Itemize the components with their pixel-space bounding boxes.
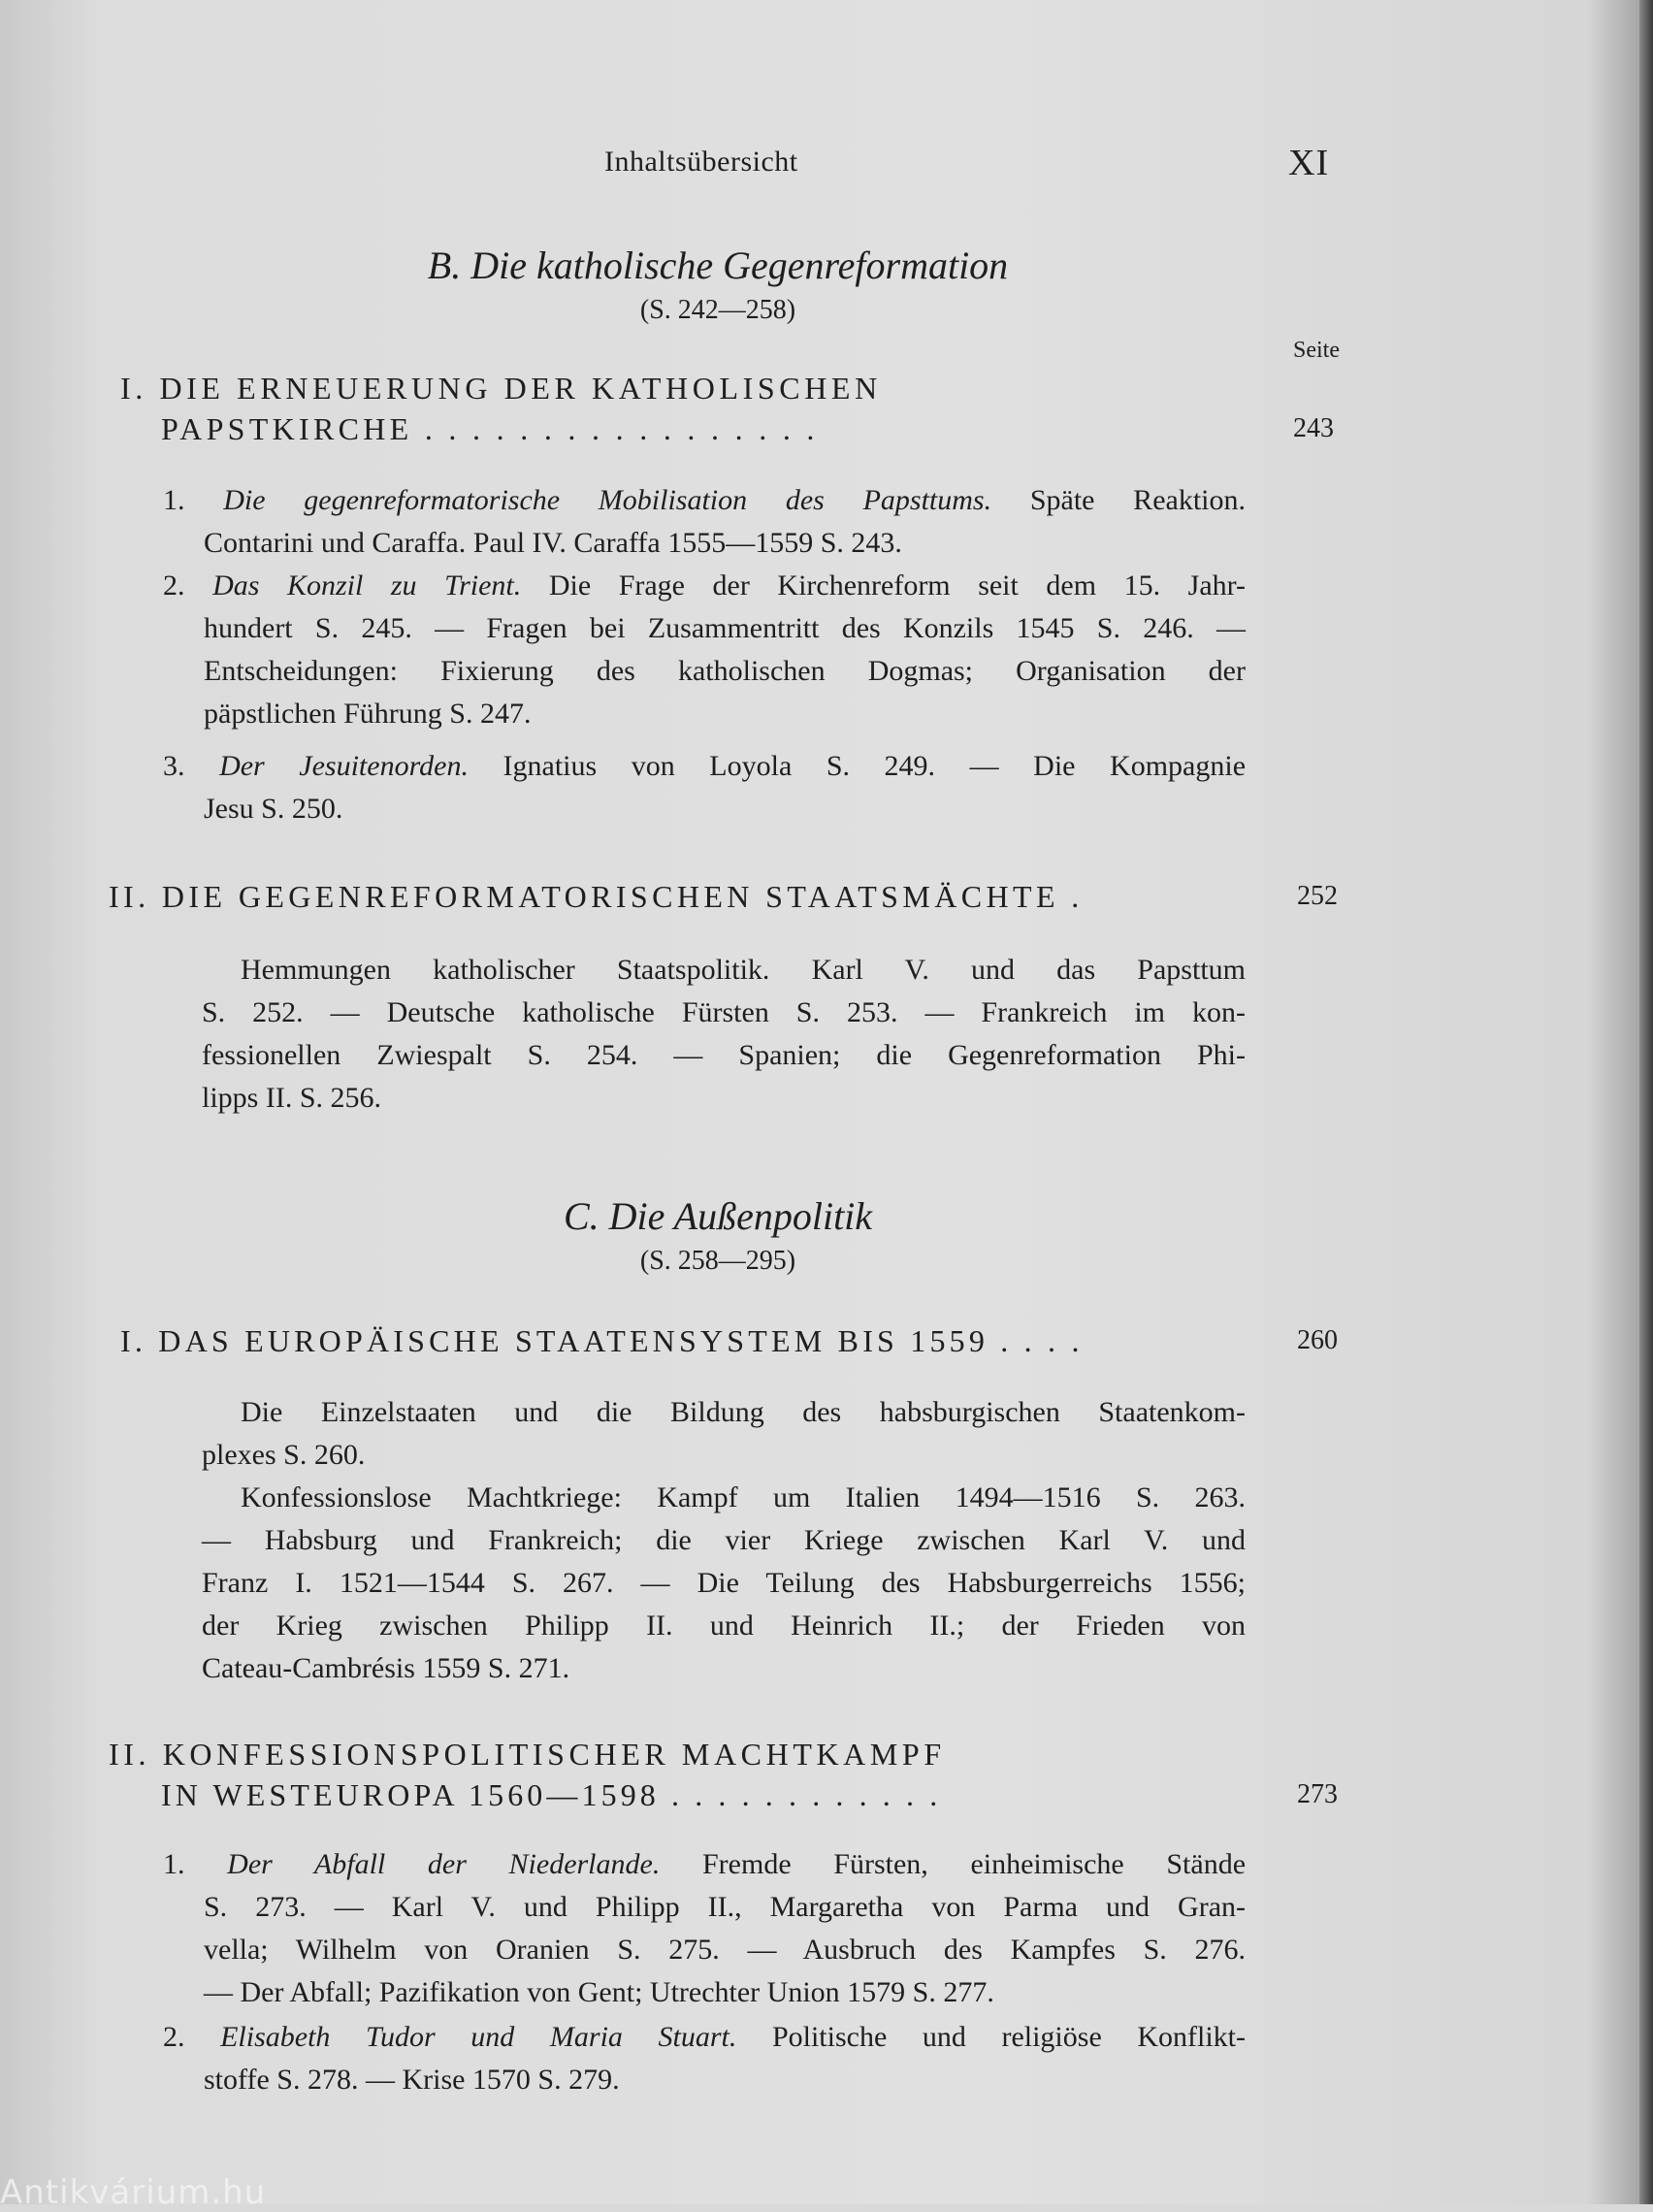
paragraph-line: — Habsburg und Frankreich; die vier Kriege zwischen Karl V. und [202, 1524, 1246, 1556]
item-text: Politische und religiöse Konflikt- [771, 2021, 1246, 2053]
item-title: Das Konzil zu Trient. [212, 569, 522, 602]
section-b-title: B. Die katholische Gegenreformation [427, 244, 1009, 287]
item-number: 2. [163, 2021, 185, 2053]
toc-item [163, 1843, 1246, 2014]
chapter-heading: II. KONFESSIONSPOLITISCHER MACHTKAMPF [109, 1737, 946, 1772]
section-c-title: C. Die Außenpolitik [563, 1194, 873, 1238]
chapter-heading-continued: PAPSTKIRCHE . . . . . . . . . . . . . . . . . [161, 411, 819, 446]
paragraph-line: S. 252. — Deutsche katholische Fürsten S. 253. — Frankreich im kon- [202, 996, 1246, 1028]
item-text: Ignatius von Loyola S. 249. — Die Kompagnie [502, 750, 1247, 782]
toc-item [163, 479, 1246, 565]
chapter-page-number: 273 [1297, 1779, 1338, 1809]
item-text: Die Frage der Kirchenreform seit dem 15. Jahr- [548, 569, 1247, 602]
item-text: vella; Wilhelm von Oranien S. 275. — Ausbruch des Kampfes S. 276. [204, 1934, 1246, 1966]
running-header-title: Inhaltsübersicht [604, 146, 798, 178]
toc-item [163, 2016, 1246, 2101]
paragraph-line: lipps II. S. 256. [202, 1082, 382, 1114]
chapter-page-number: 243 [1293, 413, 1334, 443]
chapter-page-number: 260 [1297, 1325, 1338, 1355]
item-number: 1. [163, 1848, 185, 1880]
chapter-heading-continued: IN WESTEUROPA 1560—1598 . . . . . . . . . . . . [161, 1777, 942, 1812]
item-number: 3. [163, 750, 185, 782]
item-title: Der Jesuitenorden. [219, 750, 469, 782]
seite-label: Seite [1293, 338, 1340, 363]
paragraph-line: fessionellen Zwiespalt S. 254. — Spanien; die Gegenreformation Phi- [202, 1039, 1246, 1071]
item-text: S. 273. — Karl V. und Philipp II., Margaretha von Parma und Gran- [204, 1891, 1246, 1923]
section-c-range: (S. 258—295) [639, 1246, 796, 1276]
chapter-heading: II. DIE GEGENREFORMATORISCHEN STAATSMÄCHTE . [109, 879, 1084, 914]
item-text: stoffe S. 278. — Krise 1570 S. 279. [204, 2064, 620, 2096]
chapter-paragraph [202, 1391, 1246, 1477]
item-text: Fremde Fürsten, einheimische Stände [702, 1848, 1247, 1880]
page-edge-shadow [1639, 0, 1653, 2204]
item-number: 1. [163, 484, 185, 516]
paragraph-line: Die Einzelstaaten und die Bildung des habsburgischen Staatenkom- [241, 1396, 1246, 1428]
watermark: Antikvárium.hu [0, 2173, 267, 2212]
paragraph-line: plexes S. 260. [202, 1439, 366, 1471]
item-text: Späte Reaktion. [1029, 484, 1246, 516]
chapter-heading: I. DAS EUROPÄISCHE STAATENSYSTEM BIS 1559 . . . . [120, 1323, 1084, 1358]
paragraph-line: Konfessionslose Machtkriege: Kampf um Italien 1494—1516 S. 263. [241, 1481, 1246, 1513]
chapter-paragraph [202, 1477, 1246, 1690]
chapter-heading: I. DIE ERNEUERUNG DER KATHOLISCHEN [120, 371, 882, 406]
chapter-paragraph [202, 949, 1246, 1120]
item-number: 2. [163, 569, 185, 602]
item-text: Entscheidungen: Fixierung des katholischen Dogmas; Organisation der [204, 655, 1246, 687]
item-text: päpstlichen Führung S. 247. [204, 698, 532, 730]
paragraph-line: Franz I. 1521—1544 S. 267. — Die Teilung des Habsburgerreichs 1556; [202, 1567, 1246, 1599]
item-text: Contarini und Caraffa. Paul IV. Caraffa 1555—1559 S. 243. [204, 527, 902, 559]
item-title: Elisabeth Tudor und Maria Stuart. [220, 2021, 737, 2053]
toc-item [163, 565, 1246, 735]
item-title: Der Abfall der Niederlande. [227, 1848, 661, 1880]
item-title: Die gegenreformatorische Mobilisation des Papsttums. [223, 484, 992, 516]
paragraph-line: Cateau-Cambrésis 1559 S. 271. [202, 1652, 570, 1684]
page-number: XI [1288, 143, 1330, 183]
paragraph-line: der Krieg zwischen Philipp II. und Heinrich II.; der Frieden von [202, 1610, 1246, 1642]
section-b-range: (S. 242—258) [639, 295, 796, 325]
chapter-page-number: 252 [1297, 881, 1338, 911]
paragraph-line: Hemmungen katholischer Staatspolitik. Karl V. und das Papsttum [241, 954, 1246, 986]
item-text: Jesu S. 250. [204, 793, 343, 825]
item-text: hundert S. 245. — Fragen bei Zusammentritt des Konzils 1545 S. 246. — [204, 612, 1246, 644]
toc-item [163, 745, 1246, 830]
item-text: — Der Abfall; Pazifikation von Gent; Utrechter Union 1579 S. 277. [204, 1976, 994, 2008]
